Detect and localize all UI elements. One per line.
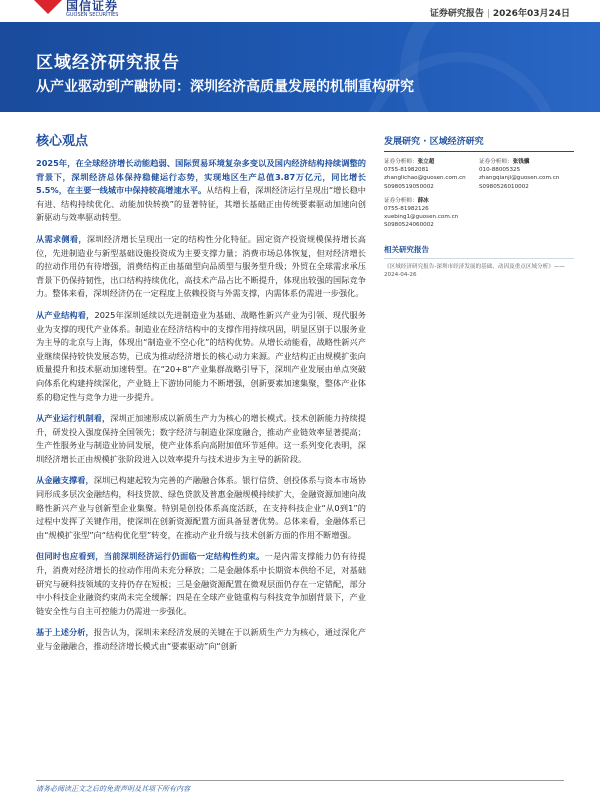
related-reports-title: 相关研究报告 [384,244,574,259]
paragraph-demand [36,233,366,301]
paragraph-lead: 从金融支撑看， [36,475,94,486]
report-subtitle: 从产业驱动到产融协同：深圳经济高质量发展的机制重构研究 [36,79,414,95]
report-type: 证券研究报告 [429,9,484,19]
analyst-name: 张钱骥 [512,159,530,165]
paragraph-conclusion [36,626,366,653]
analyst-email[interactable]: xuebing1@guosen.com.cn [384,214,459,221]
report-title: 区域经济研究报告 [36,53,180,73]
paragraph-lead: 从产业运行机制看， [36,413,111,424]
paragraph-body: 深圳经济增长呈现出一定的结构性分化特征。固定资产投资规模保持增长高位，先进制造业与新型基础设施投资成为主要支撑力量；消费市场总体恢复，但对经济增长的拉动作用仍有待增强，消费结构正由基础型向品质型与服务型升级；外贸在全球需求承压背景下仍保持韧性，出口结构持续优化，高技术产品占比不断提升，体现出较强的国际竞争力。整体来看，深圳经济仍在一定程度上依赖投资与外需支撑，内需体系仍需进一步强化。 [36,233,366,299]
paragraph-overview [36,157,366,225]
paragraph-mechanism [36,412,366,466]
paragraph-lead: 从需求侧看， [36,233,87,244]
paragraph-body: 从结构上看，深圳经济运行呈现出“增长稳中有进、结构持续优化、动能加快转换”的显著特征，其增长基础正由传统要素驱动加速向创新驱动与效率驱动转型。 [36,185,366,223]
analyst-role: 证券分析师： [384,197,418,204]
analyst-cert: S0980526010002 [479,183,529,190]
paragraph-lead: 基于上述分析， [36,627,94,638]
analyst-card [479,158,574,191]
paragraph-body: 一是内需支撑能力仍有待提升，消费对经济增长的拉动作用尚未充分释放；二是金融体系中长期资本供给不足，对基础研究与硬科技领域的支持仍存在短板；三是金融资源配置在微观层面仍存在一定错配，部分中小科技企业融资约束尚未完全缓解；四是在全球产业链重构与科技竞争加剧背景下，产业链安全性与自主可控能力仍需进一步强化。 [36,551,366,616]
title-banner [0,22,600,112]
related-report-item[interactable]: 《区域经济研究报告-深圳市经济发展的基础、动因及重点区域分析》——2024-04-26 [384,263,566,279]
analyst-phone: 0755-81982081 [384,167,429,174]
analyst-phone: 0755-81982126 [384,206,429,213]
paragraph-finance [36,474,366,542]
analyst-card [384,197,479,230]
paragraph-body: 2025年深圳延续以先进制造业为基础、战略性新兴产业为引领、现代服务业为支撑的现代产业体系。制造业在经济结构中的支撑作用持续巩固，明显区别于以服务业为主导的北京与上海，体现出“制造业不空心化”的结构优势。从增长动能看，战略性新兴产业继续保持较快发展态势，已成为推动经济增长的核心动力来源。产业结构正由规模扩张向质量提升和技术驱动加速转型。在“20+8”产业集群战略引导下，深圳产业发展由单点突破向体系化构建持续深化，产业链上下游协同能力不断增强，创新要素加速集聚，整体产业体系的稳定性与竞争力进一步提升。 [36,309,366,402]
report-tag: 证券研究报告 | 2026年03月24日 [429,9,570,19]
paragraph-body: 深圳已构建起较为完善的产融融合体系。银行信贷、创投体系与资本市场协同形成多层次金融结构，科技贷款、绿色贷款及普惠金融规模持续扩大，金融资源加速向战略性新兴产业与创新型企业集聚。特别是创投体系高度活跃，在支持科技企业“从0到1”的过程中发挥了关键作用，使深圳在创新资源配置方面具备显著优势。总体来看，金融体系已由“规模扩张型”向“结构优化型”转变，在推动产业升级与技术创新方面的作用不断增强。 [36,475,366,540]
analyst-list [384,158,574,236]
company-logo [34,0,118,18]
footer-disclaimer: 请务必阅读正文之后的免责声明及其项下所有内容 [36,780,564,794]
analyst-cert: S0980524060002 [384,222,434,229]
paragraph-body: 报告认为，深圳未来经济发展的关键在于以新质生产力为核心，通过深化产业与金融融合，推动经济增长模式由“要素驱动”向“创新 [36,627,366,651]
sidebar [384,134,574,280]
analyst-role: 证券分析师： [384,159,418,165]
analyst-role: 证券分析师： [479,159,513,165]
section-title: 核心观点 [36,134,89,149]
paragraph-lead: 但同时也应看到，当前深圳经济运行仍面临一定结构性约束。 [36,551,265,562]
analyst-card [384,158,479,191]
analyst-name: 薛冰 [417,197,429,204]
analyst-phone: 010-88005325 [479,167,521,174]
analyst-cert: S0980519050002 [384,183,434,190]
report-date: 2026年03月24日 [492,9,570,19]
paragraph-industry [36,309,366,404]
paragraph-body: 深圳正加速形成以新质生产力为核心的增长模式。技术创新能力持续提升，研发投入强度保持全国领先；数字经济与制造业深度融合，推动产业链效率显著提高；生产性服务业与制造业协同发展，使产业体系向高附加值环节延伸。这一系列变化表明，深圳经济增长正由规模扩张阶段进入以效率提升与技术进步为主导的新阶段。 [36,413,366,464]
top-bar [0,0,600,22]
analyst-name: 张立超 [417,159,435,165]
logo-name-en: GUOSEN SECURITIES [66,12,119,18]
paragraph-lead: 从产业结构看， [36,309,95,320]
sidebar-title: 发展研究 · 区域经济研究 [384,134,574,152]
logo-name-cn: 国信证券 [66,0,119,13]
paragraph-lead: 2025年，在全球经济增长动能趋弱、国际贸易环境复杂多变以及国内经济结构持续调整的背景下，深圳经济总体保持稳健运行态势，实现地区生产总值3.87万亿元，同比增长5.5%，在主要一线城市中保持较高增速水平。 [36,158,366,196]
logo-mark-icon [34,0,62,18]
paragraph-constraints [36,550,366,618]
core-viewpoints [36,130,366,662]
analyst-email[interactable]: zhangqianji@guosen.com.cn [479,175,560,182]
analyst-email[interactable]: zhanglichao@guosen.com.cn [384,175,466,182]
